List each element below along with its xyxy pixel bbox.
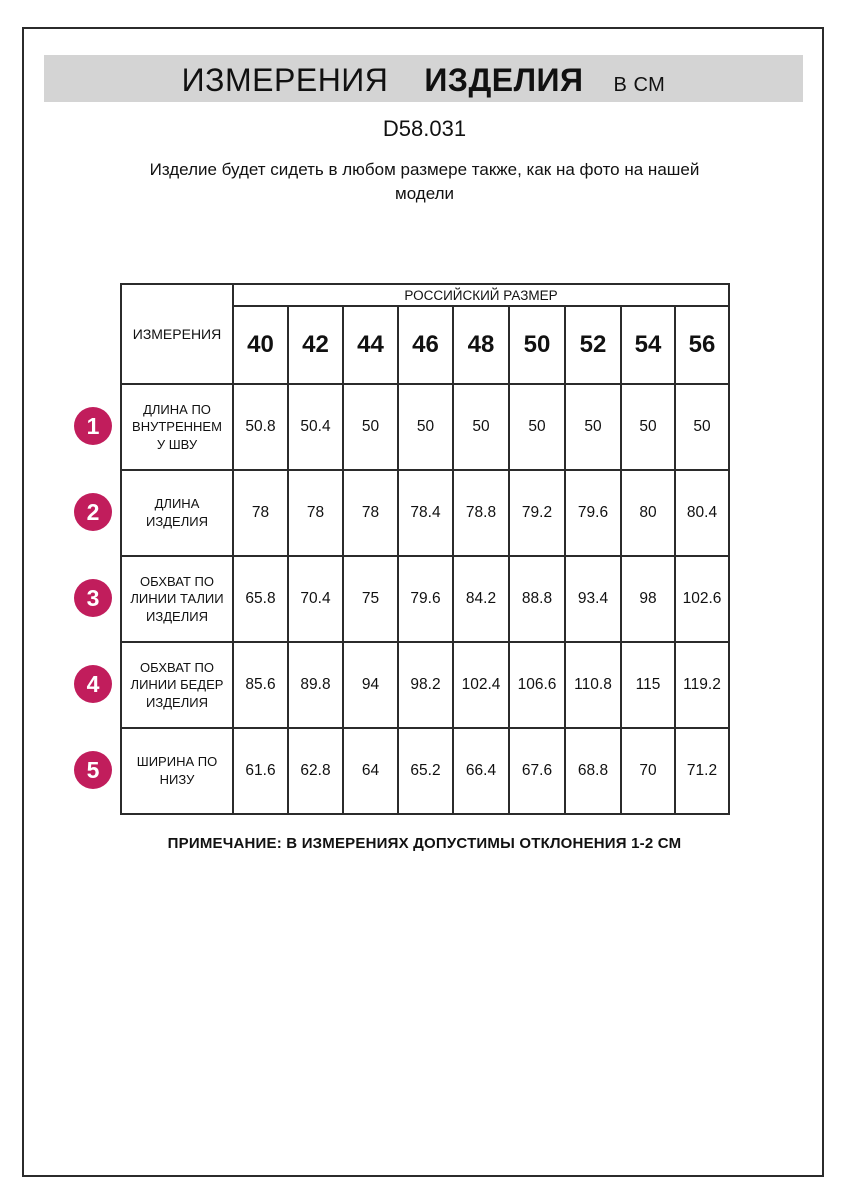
- row-number-badge: 1: [74, 407, 112, 445]
- measurement-value: 50.8: [233, 384, 288, 470]
- measurement-value: 64: [343, 728, 398, 814]
- product-code: D58.031: [382, 116, 467, 141]
- measurement-value: 61.6: [233, 728, 288, 814]
- page-title-unit: В СМ: [613, 74, 666, 96]
- tolerance-note: ПРИМЕЧАНИЕ: В ИЗМЕРЕНИЯХ ДОПУСТИМЫ ОТКЛОНЕНИЯ 1-2 СМ: [167, 835, 682, 852]
- table-row: [121, 384, 729, 470]
- measurement-value: 50: [675, 384, 729, 470]
- measurement-value: 115: [621, 642, 675, 728]
- measurement-value: 75: [343, 556, 398, 642]
- measurement-label: ОБХВАТ ПО ЛИНИИ ТАЛИИ ИЗДЕЛИЯ: [121, 556, 233, 642]
- size-header-54: 54: [621, 306, 675, 384]
- measurement-value: 71.2: [675, 728, 729, 814]
- size-header-44: 44: [343, 306, 398, 384]
- size-table: [120, 283, 730, 815]
- size-header-40: 40: [233, 306, 288, 384]
- measurement-value: 65.8: [233, 556, 288, 642]
- table-row: [121, 642, 729, 728]
- measurement-value: 50: [509, 384, 565, 470]
- measurements-column-header: ИЗМЕРЕНИЯ: [121, 284, 233, 384]
- measurement-label: ОБХВАТ ПО ЛИНИИ БЕДЕР ИЗДЕЛИЯ: [121, 642, 233, 728]
- row-number-badge: 5: [74, 751, 112, 789]
- measurement-label: ДЛИНА ПО ВНУТРЕННЕМУ ШВУ: [121, 384, 233, 470]
- measurement-value: 70: [621, 728, 675, 814]
- measurement-value: 78.8: [453, 470, 509, 556]
- measurement-value: 50: [343, 384, 398, 470]
- measurement-value: 62.8: [288, 728, 343, 814]
- measurement-value: 110.8: [565, 642, 621, 728]
- measurement-value: 98: [621, 556, 675, 642]
- measurement-value: 79.6: [565, 470, 621, 556]
- size-header-56: 56: [675, 306, 729, 384]
- measurement-value: 85.6: [233, 642, 288, 728]
- measurement-value: 89.8: [288, 642, 343, 728]
- measurement-value: 78: [233, 470, 288, 556]
- measurement-value: 66.4: [453, 728, 509, 814]
- size-header-50: 50: [509, 306, 565, 384]
- measurement-value: 50.4: [288, 384, 343, 470]
- measurement-value: 67.6: [509, 728, 565, 814]
- measurement-value: 79.6: [398, 556, 453, 642]
- size-header-48: 48: [453, 306, 509, 384]
- measurement-value: 50: [565, 384, 621, 470]
- measurement-value: 94: [343, 642, 398, 728]
- measurement-value: 93.4: [565, 556, 621, 642]
- measurement-value: 88.8: [509, 556, 565, 642]
- measurement-value: 50: [453, 384, 509, 470]
- measurement-value: 84.2: [453, 556, 509, 642]
- measurement-value: 70.4: [288, 556, 343, 642]
- size-header-52: 52: [565, 306, 621, 384]
- size-header-42: 42: [288, 306, 343, 384]
- size-group-header-row: [121, 284, 729, 306]
- measurement-value: 50: [621, 384, 675, 470]
- measurement-value: 106.6: [509, 642, 565, 728]
- measurement-value: 78: [343, 470, 398, 556]
- measurement-value: 65.2: [398, 728, 453, 814]
- measurement-value: 80: [621, 470, 675, 556]
- page-title-measurements: ИЗМЕРЕНИЯ: [181, 62, 389, 98]
- title-bar: [44, 55, 803, 102]
- table-row: [121, 728, 729, 814]
- measurement-label: ШИРИНА ПО НИЗУ: [121, 728, 233, 814]
- row-number-badge: 4: [74, 665, 112, 703]
- measurement-value: 68.8: [565, 728, 621, 814]
- measurement-value: 102.6: [675, 556, 729, 642]
- page-title-product: ИЗДЕЛИЯ: [424, 62, 584, 98]
- russian-size-header: РОССИЙСКИЙ РАЗМЕР: [233, 284, 729, 306]
- row-number-badge: 3: [74, 579, 112, 617]
- table-row: [121, 556, 729, 642]
- measurement-value: 98.2: [398, 642, 453, 728]
- size-table-body: [121, 384, 729, 814]
- measurement-value: 79.2: [509, 470, 565, 556]
- measurement-label: ДЛИНА ИЗДЕЛИЯ: [121, 470, 233, 556]
- fit-subtitle: Изделие будет сидеть в любом размере также, как на фото на нашей модели: [149, 160, 700, 203]
- row-number-badge: 2: [74, 493, 112, 531]
- measurement-value: 80.4: [675, 470, 729, 556]
- measurement-value: 119.2: [675, 642, 729, 728]
- table-row: [121, 470, 729, 556]
- measurement-value: 78.4: [398, 470, 453, 556]
- measurement-value: 102.4: [453, 642, 509, 728]
- measurement-value: 78: [288, 470, 343, 556]
- measurement-value: 50: [398, 384, 453, 470]
- size-header-46: 46: [398, 306, 453, 384]
